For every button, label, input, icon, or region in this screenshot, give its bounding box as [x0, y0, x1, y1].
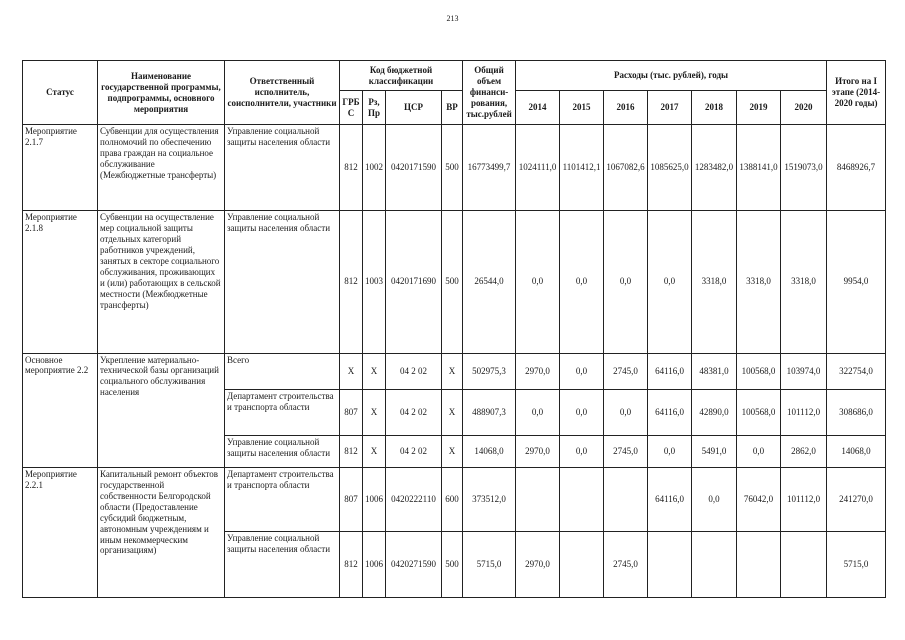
- row-status: Мероприятие 2.1.8: [23, 211, 98, 353]
- row-total: 26544,0: [463, 211, 516, 353]
- row-name: Укрепление материально-технической базы организаций социального обслуживания населения: [98, 353, 225, 467]
- row-stage-total: 308686,0: [827, 389, 886, 435]
- row-year-2017: 64116,0: [648, 389, 692, 435]
- header-name: Наименование государственной программы, подпрограммы, основного мероприятия: [98, 61, 225, 125]
- row-year-2016: 2745,0: [604, 353, 648, 389]
- row-total: 373512,0: [463, 467, 516, 531]
- row-year-2015: 0,0: [560, 211, 604, 353]
- row-executor: Управление социальной защиты населения области: [225, 435, 340, 467]
- row-year-2018: 3318,0: [692, 211, 737, 353]
- row-vr: 500: [442, 531, 463, 597]
- header-year-2014: 2014: [516, 91, 560, 125]
- header-status: Статус: [23, 61, 98, 125]
- row-year-2015: 1101412,1: [560, 125, 604, 211]
- row-executor: Управление социальной защиты населения области: [225, 125, 340, 211]
- row-year-2018: 48381,0: [692, 353, 737, 389]
- row-year-2020: 101112,0: [781, 389, 827, 435]
- row-total: 502975,3: [463, 353, 516, 389]
- header-budget-code: Код бюджетной классификации: [340, 61, 463, 91]
- row-name: Капитальный ремонт объектов государственной собственности Белгородской области (Предоставление субсидий бюджетным, автономным учреждениям и иным некоммерческим организациям): [98, 467, 225, 597]
- row-vr: 500: [442, 211, 463, 353]
- row-year-2015: 0,0: [560, 435, 604, 467]
- budget-table: [22, 60, 886, 598]
- row-year-2017: 0,0: [648, 435, 692, 467]
- row-grbs: 812: [340, 125, 363, 211]
- header-year-2018: 2018: [692, 91, 737, 125]
- row-csr: 0420222110: [386, 467, 442, 531]
- header-row: [23, 61, 886, 91]
- row-stage-total: 322754,0: [827, 353, 886, 389]
- header-total-volume: Общий объем финанси-рования, тыс.рублей: [463, 61, 516, 125]
- row-year-2020: 101112,0: [781, 467, 827, 531]
- row-year-2019: 0,0: [737, 435, 781, 467]
- row-year-2018: [692, 531, 737, 597]
- row-stage-total: 5715,0: [827, 531, 886, 597]
- row-vr: Х: [442, 435, 463, 467]
- row-executor: Управление социальной защиты населения области: [225, 531, 340, 597]
- header-csr: ЦСР: [386, 91, 442, 125]
- row-csr: 0420271590: [386, 531, 442, 597]
- row-year-2020: 103974,0: [781, 353, 827, 389]
- row-year-2017: 1085625,0: [648, 125, 692, 211]
- row-executor: Всего: [225, 353, 340, 389]
- row-year-2015: 0,0: [560, 353, 604, 389]
- row-executor: Департамент строительства и транспорта области: [225, 389, 340, 435]
- row-year-2016: [604, 467, 648, 531]
- row-grbs: 807: [340, 467, 363, 531]
- row-grbs: 807: [340, 389, 363, 435]
- row-total: 488907,3: [463, 389, 516, 435]
- row-rzpr: Х: [363, 389, 386, 435]
- row-csr: 0420171590: [386, 125, 442, 211]
- row-status: Мероприятие 2.1.7: [23, 125, 98, 211]
- row-year-2014: 2970,0: [516, 531, 560, 597]
- row-year-2015: 0,0: [560, 389, 604, 435]
- row-year-2019: [737, 531, 781, 597]
- header-stage-total: Итого на I этапе (2014-2020 годы): [827, 61, 886, 125]
- row-year-2016: 2745,0: [604, 435, 648, 467]
- row-rzpr: 1003: [363, 211, 386, 353]
- row-year-2017: 64116,0: [648, 467, 692, 531]
- table-row: [23, 125, 886, 211]
- header-year-2020: 2020: [781, 91, 827, 125]
- row-executor: Департамент строительства и транспорта области: [225, 467, 340, 531]
- row-total: 14068,0: [463, 435, 516, 467]
- header-grbs: ГРБ С: [340, 91, 363, 125]
- row-year-2017: 0,0: [648, 211, 692, 353]
- header-expenses: Расходы (тыс. рублей), годы: [516, 61, 827, 91]
- row-stage-total: 241270,0: [827, 467, 886, 531]
- row-name: Субвенции для осуществления полномочий по обеспечению права граждан на социальное обслуживание (Межбюджетные трансферты): [98, 125, 225, 211]
- row-grbs: 812: [340, 435, 363, 467]
- row-year-2015: [560, 467, 604, 531]
- row-vr: 500: [442, 125, 463, 211]
- row-year-2020: [781, 531, 827, 597]
- row-vr: Х: [442, 353, 463, 389]
- row-year-2014: 1024111,0: [516, 125, 560, 211]
- row-csr: 04 2 02: [386, 389, 442, 435]
- table-row: [23, 353, 886, 389]
- row-year-2019: 1388141,0: [737, 125, 781, 211]
- row-year-2018: 0,0: [692, 467, 737, 531]
- header-year-2019: 2019: [737, 91, 781, 125]
- row-year-2020: 3318,0: [781, 211, 827, 353]
- row-stage-total: 14068,0: [827, 435, 886, 467]
- header-rzpr: Рз, Пр: [363, 91, 386, 125]
- header-year-2017: 2017: [648, 91, 692, 125]
- row-year-2017: [648, 531, 692, 597]
- row-year-2014: 0,0: [516, 211, 560, 353]
- row-year-2016: 0,0: [604, 389, 648, 435]
- header-vr: ВР: [442, 91, 463, 125]
- row-csr: 0420171690: [386, 211, 442, 353]
- row-year-2018: 5491,0: [692, 435, 737, 467]
- row-grbs: 812: [340, 531, 363, 597]
- table-row: [23, 211, 886, 353]
- row-name: Субвенции на осуществление мер социальной защиты отдельных категорий работников учреждений, занятых в секторе социального обслуживания, проживающих и (или) работающих в сельской местности (Межбюджетные трансферты): [98, 211, 225, 353]
- row-year-2014: 2970,0: [516, 353, 560, 389]
- row-year-2014: [516, 467, 560, 531]
- row-year-2019: 100568,0: [737, 353, 781, 389]
- row-year-2019: 76042,0: [737, 467, 781, 531]
- row-grbs: 812: [340, 211, 363, 353]
- row-rzpr: 1002: [363, 125, 386, 211]
- row-rzpr: Х: [363, 353, 386, 389]
- row-year-2014: 2970,0: [516, 435, 560, 467]
- row-year-2015: [560, 531, 604, 597]
- header-year-2016: 2016: [604, 91, 648, 125]
- page-number: 213: [446, 14, 459, 23]
- header-executor: Ответственный исполнитель, соисполнители, участники: [225, 61, 340, 125]
- table-row: [23, 467, 886, 531]
- row-year-2017: 64116,0: [648, 353, 692, 389]
- row-csr: 04 2 02: [386, 435, 442, 467]
- row-year-2016: 0,0: [604, 211, 648, 353]
- row-year-2014: 0,0: [516, 389, 560, 435]
- row-year-2018: 1283482,0: [692, 125, 737, 211]
- row-status: Мероприятие 2.2.1: [23, 467, 98, 597]
- row-year-2019: 3318,0: [737, 211, 781, 353]
- row-status: Основное мероприятие 2.2: [23, 353, 98, 467]
- row-total: 5715,0: [463, 531, 516, 597]
- row-vr: 600: [442, 467, 463, 531]
- row-executor: Управление социальной защиты населения области: [225, 211, 340, 353]
- row-csr: 04 2 02: [386, 353, 442, 389]
- row-rzpr: 1006: [363, 467, 386, 531]
- row-vr: Х: [442, 389, 463, 435]
- header-year-2015: 2015: [560, 91, 604, 125]
- row-year-2020: 1519073,0: [781, 125, 827, 211]
- row-year-2020: 2862,0: [781, 435, 827, 467]
- row-year-2016: 2745,0: [604, 531, 648, 597]
- row-stage-total: 9954,0: [827, 211, 886, 353]
- row-total: 16773499,7: [463, 125, 516, 211]
- row-stage-total: 8468926,7: [827, 125, 886, 211]
- row-year-2016: 1067082,6: [604, 125, 648, 211]
- row-year-2018: 42890,0: [692, 389, 737, 435]
- row-grbs: Х: [340, 353, 363, 389]
- row-rzpr: 1006: [363, 531, 386, 597]
- row-year-2019: 100568,0: [737, 389, 781, 435]
- row-rzpr: Х: [363, 435, 386, 467]
